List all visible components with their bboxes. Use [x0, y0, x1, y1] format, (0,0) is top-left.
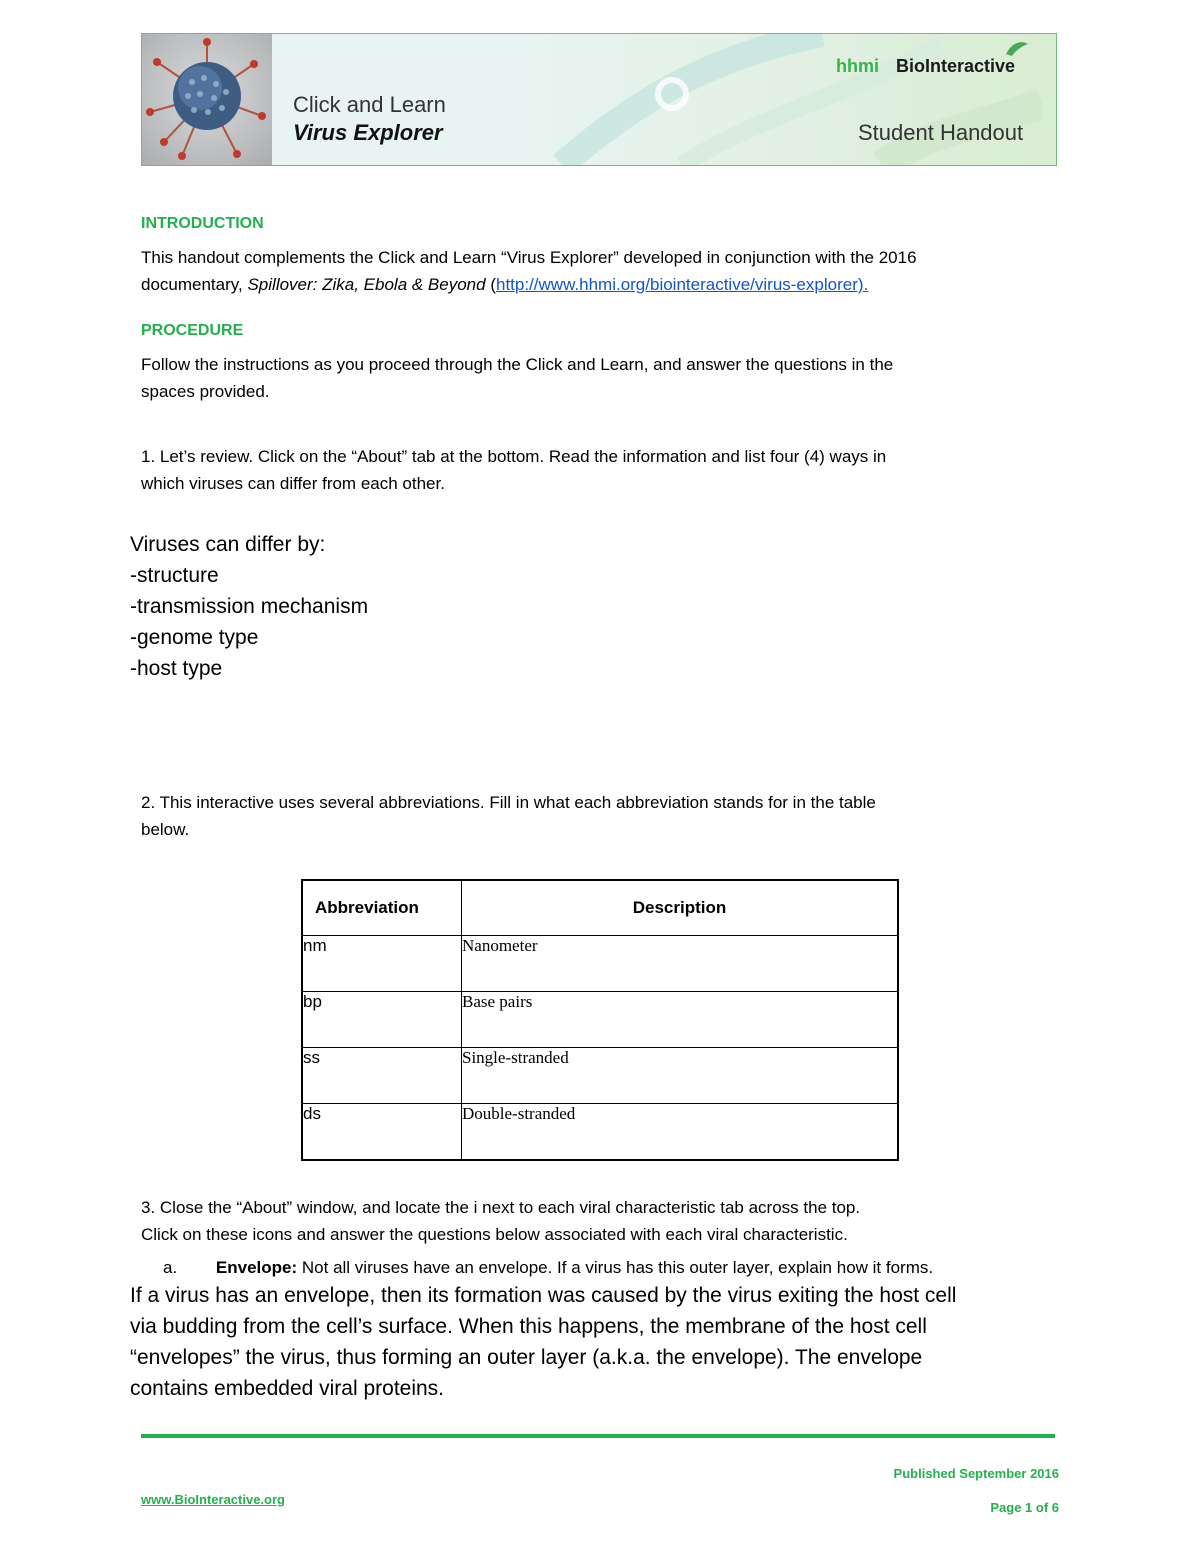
- answer-3a: [130, 1280, 1070, 1404]
- procedure-heading: PROCEDURE: [141, 322, 244, 339]
- intro-text: documentary,: [141, 275, 248, 294]
- abbreviation-cell: bp: [302, 992, 462, 1048]
- website-link[interactable]: www.BioInteractive.org: [141, 1492, 285, 1507]
- virus-image: [142, 34, 272, 165]
- brand-hhmi: hhmi: [836, 56, 879, 76]
- answer-1: [130, 529, 368, 684]
- virus-icon: [142, 34, 272, 165]
- table-row: [302, 992, 898, 1048]
- published-date: Published September 2016: [893, 1466, 1059, 1481]
- procedure-line-2: spaces provided.: [141, 382, 270, 401]
- intro-heading: INTRODUCTION: [141, 215, 264, 232]
- intro-line-2: [141, 271, 1071, 298]
- answer-1-line: -transmission mechanism: [130, 595, 369, 618]
- description-cell[interactable]: Nanometer: [462, 936, 899, 992]
- answer-3a-line: contains embedded viral proteins.: [130, 1377, 445, 1400]
- page-number: Page 1 of 6: [990, 1500, 1059, 1515]
- brand-biointeractive: BioInteractive: [896, 56, 1016, 76]
- question-1-line-1: 1. Let’s review. Click on the “About” tab at the bottom. Read the information and list four (4) ways in: [141, 447, 887, 466]
- table-row: [302, 1048, 898, 1104]
- answer-3a-line: If a virus has an envelope, then its formation was caused by the virus exiting the host cell: [130, 1284, 957, 1307]
- column-header-description: Description: [462, 880, 899, 936]
- intro-paren: (: [485, 275, 496, 294]
- answer-1-line: -structure: [130, 564, 219, 587]
- documentary-title: Spillover: Zika, Ebola & Beyond: [247, 275, 486, 294]
- question-2-line-1: 2. This interactive uses several abbreviations. Fill in what each abbreviation stands for in the table: [141, 793, 876, 812]
- table-header-row: [302, 880, 898, 936]
- question-3a-label: a.: [163, 1258, 178, 1277]
- question-3a: [163, 1254, 1063, 1281]
- virus-explorer-link[interactable]: http://www.hhmi.org/biointeractive/virus-explorer).: [495, 275, 869, 294]
- intro-paragraph: [141, 244, 1071, 298]
- abbreviation-cell: ds: [302, 1104, 462, 1161]
- intro-line-1: This handout complements the Click and Learn “Virus Explorer” developed in conjunction with the 2016: [141, 248, 917, 267]
- header-banner: [141, 33, 1057, 166]
- table-row: [302, 936, 898, 992]
- answer-1-line: -host type: [130, 657, 223, 680]
- banner-subtitle: Click and Learn: [293, 92, 446, 117]
- procedure-line-1: Follow the instructions as you proceed through the Click and Learn, and answer the questions in the: [141, 355, 894, 374]
- description-cell[interactable]: Base pairs: [462, 992, 899, 1048]
- answer-1-line: -genome type: [130, 626, 259, 649]
- column-header-abbreviation: Abbreviation: [302, 880, 462, 936]
- abbreviation-cell: nm: [302, 936, 462, 992]
- answer-1-line: Viruses can differ by:: [130, 533, 326, 556]
- abbreviation-table: [301, 879, 899, 1161]
- question-3-line-2: Click on these icons and answer the questions below associated with each viral characteristic.: [141, 1225, 848, 1244]
- envelope-term: Envelope:: [215, 1258, 298, 1277]
- leaf-logo-icon: [1004, 38, 1030, 58]
- banner-title: Virus Explorer: [293, 120, 443, 145]
- question-1: [141, 443, 1071, 497]
- answer-3a-line: “envelopes” the virus, thus forming an outer layer (a.k.a. the envelope). The envelope: [130, 1346, 923, 1369]
- question-3a-text: Not all viruses have an envelope. If a virus has this outer layer, explain how it forms.: [297, 1258, 934, 1277]
- abbreviation-cell: ss: [302, 1048, 462, 1104]
- table-row: [302, 1104, 898, 1161]
- procedure-paragraph: [141, 351, 1071, 405]
- question-2-line-2: below.: [141, 820, 190, 839]
- answer-3a-line: via budding from the cell’s surface. When this happens, the membrane of the host cell: [130, 1315, 927, 1338]
- question-1-line-2: which viruses can differ from each other.: [141, 474, 445, 493]
- document-type: Student Handout: [858, 120, 1024, 145]
- footer-divider: [141, 1434, 1055, 1438]
- description-cell[interactable]: Single-stranded: [462, 1048, 899, 1104]
- question-2: [141, 789, 1071, 843]
- question-3: [141, 1194, 1071, 1248]
- question-3-line-1: 3. Close the “About” window, and locate the i next to each viral characteristic tab across the top.: [141, 1198, 861, 1217]
- description-cell[interactable]: Double-stranded: [462, 1104, 899, 1161]
